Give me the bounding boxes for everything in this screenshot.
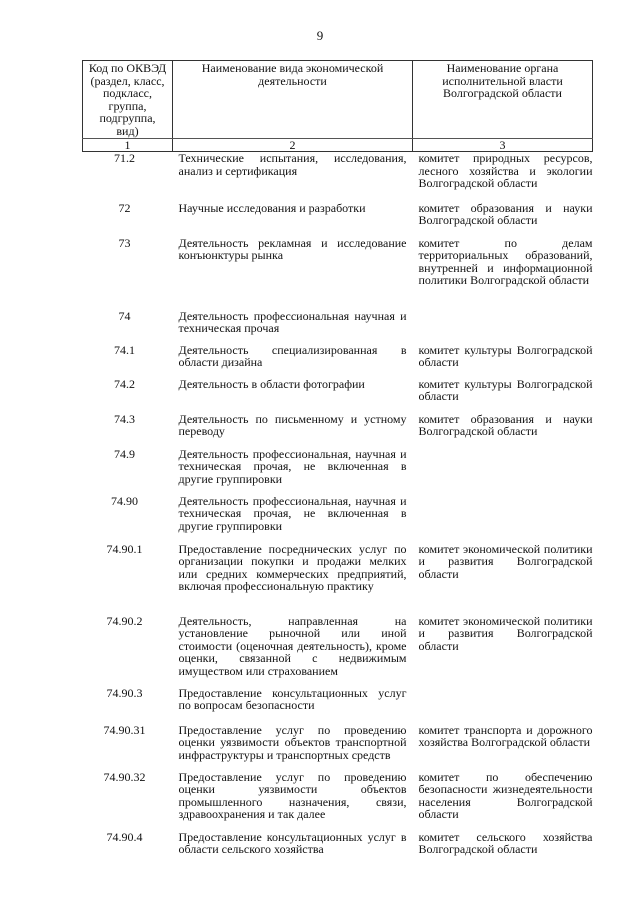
table-row	[83, 310, 593, 344]
authority-name: комитет по делам территориальных образований, внутренней и информационной политики Волгоградской области	[418, 235, 593, 287]
okved-code: 74.1	[114, 342, 135, 357]
okved-code: 74.90.32	[103, 769, 146, 784]
table-row	[83, 344, 593, 378]
activity-name: Технические испытания, исследования, анализ и сертификация	[178, 151, 407, 178]
activity-name: Предоставление консультационных услуг по вопросам безопасности	[178, 685, 407, 712]
table-row	[83, 413, 593, 448]
column-number: 3	[413, 139, 593, 152]
header-code: Код по ОКВЭД (раздел, класс, подкласс, группа, подгруппа, вид)	[83, 61, 173, 139]
authority-name: комитет сельского хозяйства Волгоградской области	[418, 829, 593, 856]
activity-name: Предоставление консультационных услуг в области сельского хозяйства	[178, 829, 407, 856]
okved-code: 74.3	[114, 411, 135, 426]
okved-table	[82, 60, 593, 866]
table-row	[83, 543, 593, 615]
activity-name: Предоставление услуг по проведению оценки уязвимости объектов транспортной инфраструктуры и транспортных средств	[178, 722, 407, 762]
activity-name: Деятельность в области фотографии	[178, 376, 365, 391]
activity-name: Научные исследования и разработки	[178, 200, 366, 215]
table-row	[83, 495, 593, 543]
table-row	[83, 831, 593, 866]
table-row	[83, 448, 593, 495]
table-row	[83, 378, 593, 413]
okved-code: 74.90.4	[106, 829, 143, 844]
authority-name: комитет культуры Волгоградской области	[418, 376, 593, 403]
activity-name: Деятельность профессиональная, научная и техническая прочая, не включенная в другие группировки	[178, 446, 407, 486]
activity-name: Предоставление посреднических услуг по организации покупки и продажи мелких или средних коммерческих предприятий, включая профессиональную практику	[178, 541, 407, 593]
authority-name	[413, 495, 593, 543]
header-row	[83, 61, 593, 139]
okved-code: 71.2	[114, 151, 135, 165]
authority-name	[413, 448, 593, 495]
okved-code: 74.2	[114, 376, 135, 391]
table-row	[83, 202, 593, 237]
authority-name: комитет природных ресурсов, лесного хозяйства и экологии Волгоградской области	[418, 151, 593, 190]
authority-name: комитет транспорта и дорожного хозяйства Волгоградской области	[418, 722, 593, 749]
activity-name: Предоставление услуг по проведению оценки уязвимости объектов промышленного назначения, связи, здравоохранения и так далее	[178, 769, 407, 821]
authority-name: комитет образования и науки Волгоградской области	[418, 200, 593, 227]
column-number: 1	[83, 139, 173, 152]
authority-name: комитет образования и науки Волгоградской области	[418, 411, 593, 438]
table-row	[83, 237, 593, 310]
header-activity: Наименование вида экономической деятельности	[173, 61, 413, 139]
okved-code: 74.90.2	[106, 613, 143, 628]
column-number-row	[83, 139, 593, 152]
authority-name	[413, 310, 593, 344]
table-row	[83, 724, 593, 771]
activity-name: Деятельность по письменному и устному переводу	[178, 411, 407, 438]
activity-name: Деятельность рекламная и исследование конъюнктуры рынка	[178, 235, 407, 262]
okved-code: 74.9	[114, 446, 135, 461]
table-row	[83, 687, 593, 724]
okved-code: 74.90.31	[103, 722, 146, 737]
authority-name: комитет по обеспечению безопасности жизнедеятельности населения Волгоградской области	[418, 769, 593, 821]
table-body	[83, 152, 593, 866]
activity-name: Деятельность профессиональная, научная и техническая прочая, не включенная в другие группировки	[178, 493, 407, 533]
authority-name: комитет культуры Волгоградской области	[418, 342, 593, 369]
activity-name: Деятельность, направленная на установление рыночной или иной стоимости (оценочная деятельность), кроме оценки, связанной с недвижимым имуществом или страхованием	[178, 613, 407, 678]
authority-name	[413, 687, 593, 724]
table-header	[83, 61, 593, 152]
page-number: 9	[316, 28, 324, 43]
table-row	[83, 771, 593, 831]
okved-code: 72	[118, 200, 131, 215]
table-row	[83, 152, 593, 202]
authority-name: комитет экономической политики и развития Волгоградской области	[418, 541, 593, 581]
okved-code: 74.90.1	[106, 541, 143, 556]
table-row	[83, 615, 593, 687]
activity-name: Деятельность специализированная в области дизайна	[178, 342, 407, 369]
activity-name: Деятельность профессиональная научная и техническая прочая	[178, 308, 407, 335]
column-number: 2	[173, 139, 413, 152]
okved-code: 73	[118, 235, 131, 250]
okved-code: 74.90	[111, 493, 138, 508]
okved-code: 74.90.3	[106, 685, 143, 700]
okved-code: 74	[118, 308, 131, 323]
authority-name: комитет экономической политики и развития Волгоградской области	[418, 613, 593, 653]
header-authority: Наименование органа исполнительной власти Волгоградской области	[413, 61, 593, 139]
